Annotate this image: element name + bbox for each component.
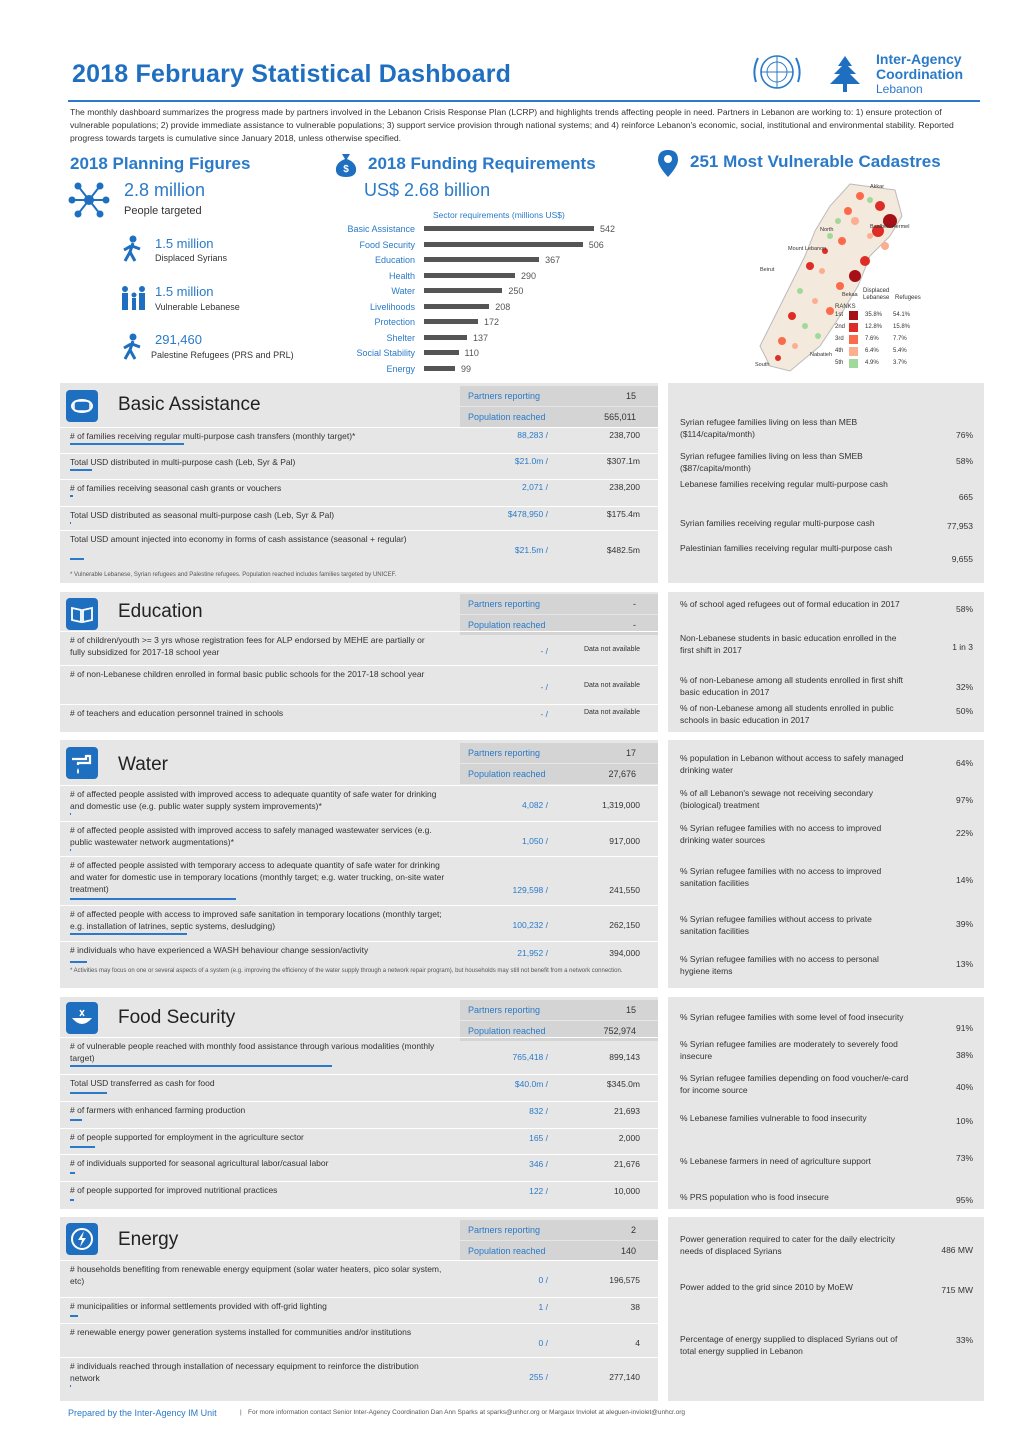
indicator-target: 917,000 bbox=[609, 836, 640, 846]
book-icon bbox=[66, 598, 98, 630]
indicator-text: Total USD transferred as cash for food bbox=[70, 1078, 215, 1088]
funding-bar-value: 172 bbox=[483, 317, 499, 327]
logo-line-2: Coordination bbox=[876, 66, 964, 82]
indicator-reached: - / bbox=[540, 682, 548, 692]
progress-bar bbox=[70, 813, 71, 815]
indicator-reached: 100,232 / bbox=[512, 920, 548, 930]
funding-bar-label: Livelihoods bbox=[369, 301, 415, 312]
legend-rank: 4th bbox=[835, 348, 844, 354]
funding-bar bbox=[424, 335, 467, 340]
row-separator bbox=[60, 704, 658, 705]
row-separator bbox=[60, 905, 658, 906]
row-separator bbox=[60, 821, 658, 822]
legend-lebanese-share: 35.8% bbox=[865, 312, 883, 318]
cash-icon bbox=[66, 390, 98, 422]
progress-bar bbox=[70, 898, 236, 900]
funding-bar-row bbox=[300, 362, 630, 377]
funding-bar-label: Basic Assistance bbox=[347, 224, 415, 234]
context-indicator-value: 665 bbox=[958, 492, 973, 502]
funding-bar-value: 290 bbox=[520, 270, 536, 281]
indicator-reached: 165 / bbox=[529, 1133, 548, 1143]
legend-swatch bbox=[849, 335, 858, 344]
context-indicator-value: 22% bbox=[955, 828, 973, 838]
funding-total: US$ 2.68 billion bbox=[364, 180, 491, 200]
funding-bar-value: 367 bbox=[545, 255, 561, 265]
context-indicator-text: % Syrian refugee families without access to private sanitation facilities bbox=[680, 914, 872, 936]
indicator-reached: $21.0m / bbox=[514, 456, 548, 466]
context-indicator-text: Lebanese families receiving regular multi-purpose cash bbox=[680, 479, 888, 489]
indicator-text: # of people supported for improved nutritional practices bbox=[70, 1185, 278, 1195]
row-separator bbox=[60, 1181, 658, 1182]
legend-rank: 2nd bbox=[835, 324, 846, 330]
population-reached-label: Population reached bbox=[468, 1026, 546, 1036]
indicator-text: # renewable energy power generation systems installed for communities and/or institutions bbox=[70, 1327, 412, 1337]
context-indicator-text: % Syrian refugee families are moderately to severely food insecure bbox=[680, 1039, 898, 1061]
svg-text:$: $ bbox=[343, 164, 349, 175]
row-separator bbox=[60, 1154, 658, 1155]
indicator-reached: 0 / bbox=[538, 1338, 548, 1348]
intro-text: The monthly dashboard summarizes the progress made by partners involved in the Lebanon Crisis Response Plan (LCRP) and highlights trends affecting people in need. Partners in Lebanon are working to: 1) ensure protection of vulnerable populations; 2) provide immediate assistance to vulnerable populations; 3) support service provision through national systems; and 4) reinforce Lebanon's economic, social, institutional and environmental stability. Reported progress towards targets is cumulative since January 2018, unless otherwise specified. bbox=[70, 107, 954, 143]
row-separator bbox=[60, 1260, 658, 1261]
indicator-reached: $21.5m / bbox=[514, 545, 548, 555]
row-separator bbox=[60, 506, 658, 507]
row-separator bbox=[60, 1297, 658, 1298]
funding-bar bbox=[424, 350, 459, 355]
row-separator bbox=[60, 941, 658, 942]
legend-title-1: Displaced bbox=[863, 288, 890, 294]
context-indicator-text: Power added to the grid since 2010 by MoEW bbox=[680, 1282, 853, 1292]
partners-reporting-value: 2 bbox=[630, 1225, 636, 1235]
legend-rank: 5th bbox=[835, 360, 844, 366]
progress-bar bbox=[70, 1315, 78, 1317]
cadastres-heading: 251 Most Vulnerable Cadastres bbox=[690, 152, 941, 171]
funding-bar bbox=[424, 288, 502, 293]
progress-bar bbox=[70, 1172, 75, 1174]
row-separator bbox=[60, 1101, 658, 1102]
context-indicator-text: % of school aged refugees out of formal education in 2017 bbox=[680, 599, 900, 609]
map-label-nabatieh: Nabatieh bbox=[810, 352, 833, 358]
partners-reporting-value: - bbox=[633, 599, 636, 609]
context-indicator-text: % population in Lebanon without access to safely managed drinking water bbox=[680, 753, 904, 775]
map-label-south: South bbox=[755, 362, 770, 368]
funding-bar-label: Health bbox=[388, 270, 415, 281]
page-title: 2018 February Statistical Dashboard bbox=[72, 60, 512, 88]
context-indicator-text: Syrian families receiving regular multi-purpose cash bbox=[680, 518, 875, 528]
indicator-text: Total USD amount injected into economy in forms of cash assistance (seasonal + regular) bbox=[70, 534, 407, 544]
indicator-reached: 129,598 / bbox=[512, 885, 548, 895]
indicator-text: # households benefiting from renewable energy equipment (solar water heaters, pico solar system, etc) bbox=[70, 1264, 442, 1286]
context-indicator-value: 40% bbox=[955, 1082, 973, 1092]
funding-bar-label: Energy bbox=[386, 363, 415, 374]
context-indicator-value: 58% bbox=[955, 456, 973, 466]
person-walking-icon bbox=[118, 234, 148, 264]
funding-bar bbox=[424, 319, 478, 324]
funding-bar-label: Water bbox=[391, 286, 415, 296]
funding-bar-value: 99 bbox=[461, 363, 472, 374]
context-indicator-value: 1 in 3 bbox=[952, 642, 973, 652]
indicator-target: 4 bbox=[635, 1338, 640, 1348]
title-rule bbox=[68, 100, 980, 102]
context-indicator-text: % Syrian refugee families with no access to improved sanitation facilities bbox=[680, 866, 882, 888]
context-indicator-value: 77,953 bbox=[947, 521, 973, 531]
partners-reporting-label: Partners reporting bbox=[468, 1225, 541, 1235]
context-indicator-text: Non-Lebanese students in basic education enrolled in the first shift in 2017 bbox=[680, 633, 897, 655]
funding-bar-label: Social Stability bbox=[356, 348, 415, 358]
context-indicator-value: 73% bbox=[955, 1153, 973, 1163]
funding-bar-row bbox=[300, 346, 630, 361]
progress-bar bbox=[70, 469, 92, 471]
funding-bar-row bbox=[300, 284, 630, 299]
row-separator bbox=[60, 427, 658, 428]
legend-swatch bbox=[849, 359, 858, 368]
population-reached-value: 565,011 bbox=[604, 412, 636, 422]
context-indicator-text: % Syrian refugee families with no access to personal hygiene items bbox=[680, 954, 879, 976]
indicator-reached: 0 / bbox=[538, 1275, 548, 1285]
legend-rank: 1st bbox=[835, 312, 844, 318]
vulnerable-lebanese-label: Vulnerable Lebanese bbox=[155, 302, 240, 312]
education-title: Education bbox=[118, 601, 203, 622]
map-label-beirut: Beirut bbox=[760, 267, 775, 273]
indicator-text: # individuals reached through installation of necessary equipment to reinforce the distribution network bbox=[70, 1361, 419, 1383]
population-reached-label: Population reached bbox=[468, 1246, 546, 1256]
indicator-text: Total USD distributed as seasonal multi-purpose cash (Leb, Syr & Pal) bbox=[70, 510, 335, 520]
funding-bar-label: Food Security bbox=[359, 239, 415, 250]
energy-title: Energy bbox=[118, 1229, 179, 1250]
progress-bar bbox=[70, 443, 184, 445]
funding-bar-row bbox=[300, 253, 630, 268]
indicator-target: 2,000 bbox=[618, 1133, 640, 1143]
partners-reporting-value: 17 bbox=[625, 748, 636, 758]
family-icon bbox=[118, 284, 150, 312]
indicator-target: $307.1m bbox=[606, 456, 640, 466]
indicator-reached: 346 / bbox=[529, 1159, 548, 1169]
progress-bar bbox=[70, 1119, 82, 1121]
context-indicator-value: 39% bbox=[955, 919, 973, 929]
legend-header: RANKS bbox=[835, 304, 856, 310]
funding-bar bbox=[424, 273, 515, 278]
legend-refugee-share: 54.1% bbox=[893, 312, 911, 318]
row-separator bbox=[60, 1074, 658, 1075]
legend-swatch bbox=[849, 311, 858, 320]
row-separator bbox=[60, 631, 658, 632]
legend-swatch bbox=[849, 347, 858, 356]
population-reached-value: - bbox=[633, 620, 636, 630]
indicator-reached: 765,418 / bbox=[512, 1052, 548, 1062]
row-separator bbox=[60, 1128, 658, 1129]
indicator-target: $345.0m bbox=[606, 1079, 640, 1089]
funding-bar bbox=[424, 304, 489, 309]
funding-bar-row bbox=[300, 269, 630, 284]
progress-bar bbox=[70, 495, 73, 497]
water-context-panel bbox=[668, 740, 984, 988]
people-targeted-value: 2.8 million bbox=[124, 180, 206, 200]
row-separator bbox=[60, 856, 658, 857]
people-network-icon bbox=[64, 178, 114, 222]
partners-reporting-label: Partners reporting bbox=[468, 391, 541, 401]
context-indicator-text: % PRS population who is food insecure bbox=[680, 1192, 829, 1202]
indicator-text: # of affected people assisted with improved access to safely managed wastewater services (e.g. public wastewater network augmentations)* bbox=[70, 825, 432, 847]
food-bowl-icon bbox=[66, 1002, 98, 1034]
indicator-reached: 1,050 / bbox=[522, 836, 548, 846]
funding-heading: 2018 Funding Requirements bbox=[368, 154, 596, 173]
indicator-target: 238,700 bbox=[609, 430, 640, 440]
legend-lebanese-share: 12.8% bbox=[865, 324, 883, 330]
footer-contact[interactable]: For more information contact Senior Inter-Agency Coordination Dan Ann Sparks at sparks@unhcr.org or Margaux Inviolet at aleguen-inviolet@unhcr.org bbox=[248, 1409, 686, 1416]
context-indicator-text: Palestinian families receiving regular multi-purpose cash bbox=[680, 543, 893, 553]
indicator-text: # of affected people with access to improved safe sanitation in temporary locations (monthly target; e.g. installation of latrines, septic systems, desludging) bbox=[70, 909, 442, 931]
indicator-target: 21,676 bbox=[614, 1159, 640, 1169]
funding-bar-value: 542 bbox=[600, 224, 616, 234]
indicator-text: # of teachers and education personnel trained in schools bbox=[70, 708, 284, 718]
funding-bar-value: 137 bbox=[472, 332, 488, 343]
row-separator bbox=[60, 1037, 658, 1038]
money-bag-icon bbox=[332, 150, 360, 178]
funding-bar bbox=[424, 366, 455, 371]
lebanon-map bbox=[730, 176, 930, 376]
progress-bar bbox=[70, 1065, 332, 1067]
map-label-akkar: Akkar bbox=[870, 184, 885, 190]
legend-rank: 3rd bbox=[835, 336, 844, 342]
context-indicator-text: % Syrian refugee families with no access to improved drinking water sources bbox=[680, 823, 882, 845]
map-label-baalbek: Baalbek-Hermel bbox=[870, 224, 910, 230]
context-indicator-value: 91% bbox=[955, 1023, 973, 1033]
context-indicator-value: 97% bbox=[955, 795, 973, 805]
partners-reporting-label: Partners reporting bbox=[468, 748, 541, 758]
context-indicator-value: 32% bbox=[955, 682, 973, 692]
funding-bar-value: 110 bbox=[464, 348, 479, 358]
context-indicator-text: % of non-Lebanese among all students enrolled in public schools in basic education in 2017 bbox=[680, 703, 894, 725]
context-indicator-text: % Lebanese families vulnerable to food insecurity bbox=[680, 1113, 867, 1123]
legend-refugee-share: 5.4% bbox=[893, 348, 907, 354]
progress-bar bbox=[70, 933, 187, 935]
row-separator bbox=[60, 665, 658, 666]
partners-reporting-label: Partners reporting bbox=[468, 1005, 541, 1015]
row-separator bbox=[60, 453, 658, 454]
indicator-text: # of children/youth >= 3 yrs whose registration fees for ALP endorsed by MEHE are partially or fully subsidized for 2017-18 school year bbox=[70, 635, 425, 657]
map-label-north: North bbox=[820, 227, 834, 233]
map-label-bekaa: Bekaa bbox=[842, 292, 858, 298]
indicator-target: Data not available bbox=[583, 646, 640, 653]
context-indicator-value: 33% bbox=[955, 1335, 973, 1345]
funding-bar-label: Shelter bbox=[386, 332, 415, 343]
funding-bar-row bbox=[300, 331, 630, 346]
indicator-target: 21,693 bbox=[614, 1106, 640, 1116]
indicator-reached: $478,950 / bbox=[507, 509, 548, 519]
legend-lebanese-share: 7.6% bbox=[865, 336, 879, 342]
row-separator bbox=[60, 479, 658, 480]
indicator-reached: 255 / bbox=[529, 1372, 548, 1382]
water-title: Water bbox=[118, 754, 168, 775]
row-separator bbox=[60, 1357, 658, 1358]
progress-bar bbox=[70, 1092, 107, 1094]
legend-refugee-share: 3.7% bbox=[893, 360, 907, 366]
funding-bar-row bbox=[300, 300, 630, 315]
indicator-target: 899,143 bbox=[609, 1052, 640, 1062]
context-indicator-value: 38% bbox=[955, 1050, 973, 1060]
progress-bar bbox=[70, 961, 87, 963]
indicator-reached: 1 / bbox=[538, 1302, 548, 1312]
section-footnote: * Vulnerable Lebanese, Syrian refugees and Palestine refugees. Population reached includes families targeted by UNICEF. bbox=[70, 572, 397, 578]
context-indicator-text: % of all Lebanon's sewage not receiving secondary (biological) treatment bbox=[680, 788, 873, 810]
person-walking-icon bbox=[118, 332, 148, 362]
indicator-text: # individuals who have experienced a WASH behaviour change session/activity bbox=[70, 945, 369, 955]
planning-heading: 2018 Planning Figures bbox=[70, 154, 251, 173]
indicator-text: # of affected people assisted with improved access to adequate quantity of safe water for drinking and domestic use (e.g. public water supply system improvements)* bbox=[70, 789, 437, 811]
legend-lebanese-share: 6.4% bbox=[865, 348, 879, 354]
row-separator bbox=[60, 785, 658, 786]
context-indicator-value: 9,655 bbox=[951, 554, 973, 564]
population-reached-value: 27,676 bbox=[608, 769, 636, 779]
context-indicator-value: 76% bbox=[955, 430, 973, 440]
funding-bar-value: 250 bbox=[508, 286, 524, 296]
indicator-reached: 122 / bbox=[529, 1186, 548, 1196]
map-label-mount-lebanon: Mount Lebanon bbox=[788, 246, 827, 252]
indicator-reached: 21,952 / bbox=[517, 948, 548, 958]
vulnerable-lebanese-value: 1.5 million bbox=[155, 284, 214, 299]
indicator-text: Total USD distributed in multi-purpose cash (Leb, Syr & Pal) bbox=[70, 457, 296, 467]
indicator-reached: 2,071 / bbox=[522, 482, 548, 492]
context-indicator-text: % Syrian refugee families depending on food voucher/e-card for income source bbox=[680, 1073, 909, 1095]
indicator-text: # of individuals supported for seasonal agricultural labor/casual labor bbox=[70, 1158, 329, 1168]
context-indicator-value: 50% bbox=[955, 706, 973, 716]
indicator-text: # of non-Lebanese children enrolled in formal basic public schools for the 2017-18 school year bbox=[70, 669, 425, 679]
indicator-target: 277,140 bbox=[609, 1372, 640, 1382]
context-indicator-text: Syrian refugee families living on less than SMEB ($87/capita/month) bbox=[680, 451, 863, 473]
population-reached-value: 752,974 bbox=[603, 1026, 636, 1036]
legend-refugee-share: 15.8% bbox=[893, 324, 911, 330]
footer-separator: | bbox=[240, 1409, 242, 1416]
legend-title-3: Refugees bbox=[895, 295, 921, 301]
context-indicator-text: % of non-Lebanese among all students enrolled in first shift basic education in 2017 bbox=[680, 675, 904, 697]
funding-bar-value: 208 bbox=[495, 301, 511, 312]
funding-bar bbox=[424, 257, 539, 262]
population-reached-label: Population reached bbox=[468, 769, 546, 779]
indicator-target: 10,000 bbox=[614, 1186, 640, 1196]
context-indicator-value: 10% bbox=[955, 1116, 973, 1126]
un-logo bbox=[746, 50, 808, 94]
indicator-target: $482.5m bbox=[606, 545, 640, 555]
progress-bar bbox=[70, 1199, 74, 1201]
row-separator bbox=[60, 1323, 658, 1324]
population-reached-label: Population reached bbox=[468, 620, 546, 630]
progress-bar bbox=[70, 1146, 95, 1148]
basic-assistance-title: Basic Assistance bbox=[118, 394, 261, 415]
logo-line-1: Inter-Agency bbox=[876, 51, 962, 67]
funding-bar-value: 506 bbox=[588, 239, 604, 250]
cedar-logo bbox=[820, 52, 870, 96]
palestine-refugees-label: Palestine Refugees (PRS and PRL) bbox=[151, 350, 294, 360]
indicator-text: # of affected people assisted with temporary access to adequate quantity of safe water for drinking and water for domestic use in temporary locations (monthly target; e.g. water trucking, on-site water treatment) bbox=[70, 860, 445, 894]
funding-bar bbox=[424, 242, 583, 247]
indicator-text: # of vulnerable people reached with monthly food assistance through various modalities (monthly target) bbox=[70, 1041, 435, 1063]
prepared-by: Prepared by the Inter-Agency IM Unit bbox=[68, 1408, 217, 1418]
indicator-target: 1,319,000 bbox=[602, 800, 640, 810]
displaced-syrians-value: 1.5 million bbox=[155, 236, 214, 251]
progress-bar bbox=[70, 558, 84, 560]
indicator-target: 262,150 bbox=[609, 920, 640, 930]
indicator-text: # of families receiving seasonal cash grants or vouchers bbox=[70, 483, 282, 493]
context-indicator-value: 58% bbox=[955, 604, 973, 614]
location-pin-icon bbox=[656, 148, 680, 178]
indicator-reached: - / bbox=[540, 709, 548, 719]
indicator-reached: 4,082 / bbox=[522, 800, 548, 810]
context-indicator-text: Percentage of energy supplied to displaced Syrians out of total energy supplied in Lebanon bbox=[680, 1334, 898, 1356]
context-indicator-value: 14% bbox=[955, 875, 973, 885]
population-reached-label: Population reached bbox=[468, 412, 546, 422]
water-tap-icon bbox=[66, 747, 98, 779]
energy-power-icon bbox=[66, 1223, 98, 1255]
funding-bar-label: Protection bbox=[374, 317, 415, 327]
section-footnote: * Activities may focus on one or several aspects of a system (e.g. improving the efficiency of the water supply through a network repair program), but households may still not benefit from a network connection. bbox=[70, 968, 623, 974]
indicator-target: 241,550 bbox=[609, 885, 640, 895]
context-indicator-value: 486 MW bbox=[941, 1245, 973, 1255]
indicator-text: # municipalities or informal settlements provided with off-grid lighting bbox=[70, 1301, 327, 1311]
indicator-text: # of families receiving regular multi-purpose cash transfers (monthly target)* bbox=[70, 431, 356, 441]
legend-lebanese-share: 4.9% bbox=[865, 360, 879, 366]
context-indicator-text: Power generation required to cater for the daily electricity needs of displaced Syrians bbox=[680, 1234, 895, 1256]
funding-bar bbox=[424, 226, 594, 231]
indicator-target: Data not available bbox=[583, 709, 640, 716]
indicator-reached: - / bbox=[540, 646, 548, 656]
context-indicator-value: 95% bbox=[955, 1195, 973, 1205]
indicator-reached: 88,283 / bbox=[517, 430, 548, 440]
row-separator bbox=[60, 530, 658, 531]
indicator-target: 394,000 bbox=[609, 948, 640, 958]
funding-bar-row bbox=[300, 222, 630, 237]
indicator-reached: 832 / bbox=[529, 1106, 548, 1116]
indicator-reached: $40.0m / bbox=[514, 1079, 548, 1089]
context-indicator-text: % Syrian refugee families with some level of food insecurity bbox=[680, 1012, 904, 1022]
funding-bar-label: Education bbox=[374, 255, 415, 265]
funding-bar-row bbox=[300, 238, 630, 253]
food-security-title: Food Security bbox=[118, 1007, 236, 1028]
logo-line-3: Lebanon bbox=[876, 82, 923, 96]
legend-title-2: Lebanese bbox=[863, 295, 890, 301]
context-indicator-value: 715 MW bbox=[941, 1285, 973, 1295]
indicator-target: $175.4m bbox=[606, 509, 640, 519]
legend-swatch bbox=[849, 323, 858, 332]
partners-reporting-value: 15 bbox=[625, 391, 636, 401]
progress-bar bbox=[70, 522, 71, 524]
funding-bar-row bbox=[300, 315, 630, 330]
context-indicator-value: 64% bbox=[955, 758, 973, 768]
indicator-target: Data not available bbox=[583, 682, 640, 689]
palestine-refugees-value: 291,460 bbox=[155, 332, 202, 347]
displaced-syrians-label: Displaced Syrians bbox=[155, 253, 228, 263]
indicator-target: 38 bbox=[630, 1302, 640, 1312]
funding-chart-title: Sector requirements (millions US$) bbox=[433, 210, 565, 220]
partners-reporting-value: 15 bbox=[625, 1005, 636, 1015]
context-indicator-text: Syrian refugee families living on less than MEB ($114/capita/month) bbox=[680, 417, 858, 439]
context-indicator-text: % Lebanese farmers in need of agriculture support bbox=[680, 1156, 871, 1166]
population-reached-value: 140 bbox=[620, 1246, 636, 1256]
context-indicator-value: 13% bbox=[955, 959, 973, 969]
partners-reporting-label: Partners reporting bbox=[468, 599, 541, 609]
indicator-text: # of farmers with enhanced farming production bbox=[70, 1105, 246, 1115]
legend-refugee-share: 7.7% bbox=[893, 336, 907, 342]
indicator-target: 238,200 bbox=[609, 482, 640, 492]
agency-name bbox=[876, 52, 963, 97]
people-targeted-label: People targeted bbox=[124, 205, 202, 217]
indicator-text: # of people supported for employment in the agriculture sector bbox=[70, 1132, 304, 1142]
indicator-target: 196,575 bbox=[609, 1275, 640, 1285]
